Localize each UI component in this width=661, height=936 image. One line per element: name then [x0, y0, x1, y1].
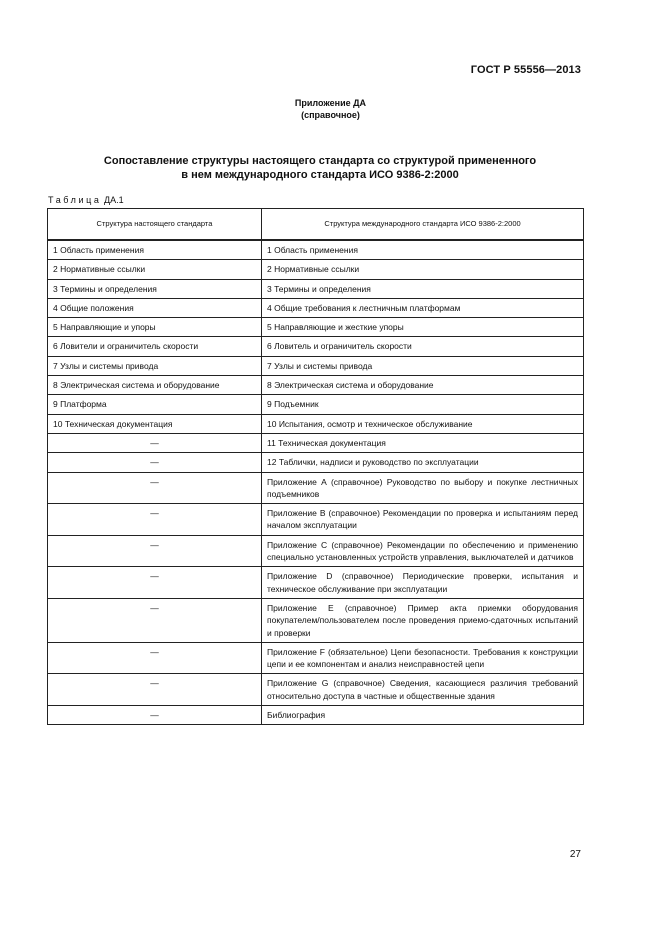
cell-national-structure: 5 Направляющие и упоры: [48, 318, 262, 337]
title-line-1: Сопоставление структуры настоящего стандарта со структурой примененного: [103, 155, 537, 167]
table-row: [48, 706, 584, 725]
cell-international-structure: 10 Испытания, осмотр и техническое обслуживание: [262, 414, 584, 433]
cell-international-structure: 9 Подъемник: [262, 395, 584, 414]
cell-national-structure: —: [48, 567, 262, 599]
cell-national-structure: —: [48, 598, 262, 642]
cell-international-structure: 1 Область применения: [262, 240, 584, 260]
document-code: ГОСТ Р 55556—2013: [470, 64, 581, 76]
cell-national-structure: 4 Общие положения: [48, 298, 262, 317]
table-caption-id: ДА.1: [104, 195, 124, 205]
table-row: [48, 337, 584, 356]
table-row: [48, 598, 584, 642]
cell-national-structure: —: [48, 472, 262, 504]
cell-international-structure: 4 Общие требования к лестничным платформам: [262, 298, 584, 317]
cell-international-structure: Приложение В (справочное) Рекомендации по проверка и испытаниям перед началом эксплуатации: [262, 504, 584, 536]
cell-national-structure: —: [48, 504, 262, 536]
table-caption-word: Таблица: [48, 195, 102, 205]
annex-heading: [0, 97, 661, 121]
column-header-international: Структура международного стандарта ИСО 9386-2:2000: [262, 209, 584, 241]
cell-national-structure: —: [48, 535, 262, 567]
table-row: [48, 535, 584, 567]
cell-international-structure: 3 Термины и определения: [262, 279, 584, 298]
table-row: [48, 279, 584, 298]
cell-national-structure: —: [48, 433, 262, 452]
comparison-table: [47, 208, 584, 725]
cell-national-structure: 2 Нормативные ссылки: [48, 260, 262, 279]
table-row: [48, 318, 584, 337]
table-row: [48, 504, 584, 536]
table-row: [48, 260, 584, 279]
page-title: [40, 154, 600, 182]
annex-label: Приложение ДА: [294, 98, 367, 108]
table-row: [48, 298, 584, 317]
table-row: [48, 453, 584, 472]
cell-international-structure: Приложение А (справочное) Руководство по выбору и покупке лестничных подъемников: [262, 472, 584, 504]
table-row: [48, 376, 584, 395]
table-header-row: [48, 209, 584, 241]
table-row: [48, 567, 584, 599]
table-row: [48, 433, 584, 452]
title-line-2: в нем международного стандарта ИСО 9386-2:2000: [181, 169, 459, 181]
cell-national-structure: —: [48, 642, 262, 674]
cell-national-structure: —: [48, 453, 262, 472]
cell-international-structure: Приложение Е (справочное) Пример акта приемки оборудования покупателем/пользователем после проведения приемо-сдаточных испытаний и проверки: [262, 598, 584, 642]
table-row: [48, 356, 584, 375]
cell-international-structure: 7 Узлы и системы привода: [262, 356, 584, 375]
table-body: [48, 240, 584, 725]
cell-national-structure: 7 Узлы и системы привода: [48, 356, 262, 375]
cell-national-structure: 10 Техническая документация: [48, 414, 262, 433]
table-row: [48, 674, 584, 706]
cell-international-structure: 8 Электрическая система и оборудование: [262, 376, 584, 395]
cell-international-structure: Приложение С (справочное) Рекомендации по обеспечению и применению специально установленных устройств управления, выключателей и датчиков: [262, 535, 584, 567]
cell-international-structure: Приложение D (справочное) Периодические проверки, испытания и техническое обслуживание при эксплуатации: [262, 567, 584, 599]
annex-type: (справочное): [301, 110, 360, 120]
cell-national-structure: 8 Электрическая система и оборудование: [48, 376, 262, 395]
column-header-national: Структура настоящего стандарта: [48, 209, 262, 241]
cell-international-structure: 5 Направляющие и жесткие упоры: [262, 318, 584, 337]
table-row: [48, 240, 584, 260]
table-row: [48, 472, 584, 504]
cell-national-structure: 6 Ловители и ограничитель скорости: [48, 337, 262, 356]
table-caption: [48, 195, 124, 205]
cell-national-structure: 3 Термины и определения: [48, 279, 262, 298]
cell-international-structure: Приложение G (справочное) Сведения, касающиеся различия требований относительно доступа в частные и общественные здания: [262, 674, 584, 706]
cell-international-structure: Библиография: [262, 706, 584, 725]
cell-national-structure: 1 Область применения: [48, 240, 262, 260]
cell-international-structure: 2 Нормативные ссылки: [262, 260, 584, 279]
page-number: 27: [569, 849, 581, 860]
cell-national-structure: —: [48, 674, 262, 706]
cell-national-structure: —: [48, 706, 262, 725]
cell-national-structure: 9 Платформа: [48, 395, 262, 414]
table-row: [48, 414, 584, 433]
cell-international-structure: 12 Таблички, надписи и руководство по эксплуатации: [262, 453, 584, 472]
cell-international-structure: Приложение F (обязательное) Цепи безопасности. Требования к конструкции цепи и ее компонентам и анализ неисправностей цепи: [262, 642, 584, 674]
table-row: [48, 395, 584, 414]
cell-international-structure: 11 Техническая документация: [262, 433, 584, 452]
table-row: [48, 642, 584, 674]
cell-international-structure: 6 Ловитель и ограничитель скорости: [262, 337, 584, 356]
